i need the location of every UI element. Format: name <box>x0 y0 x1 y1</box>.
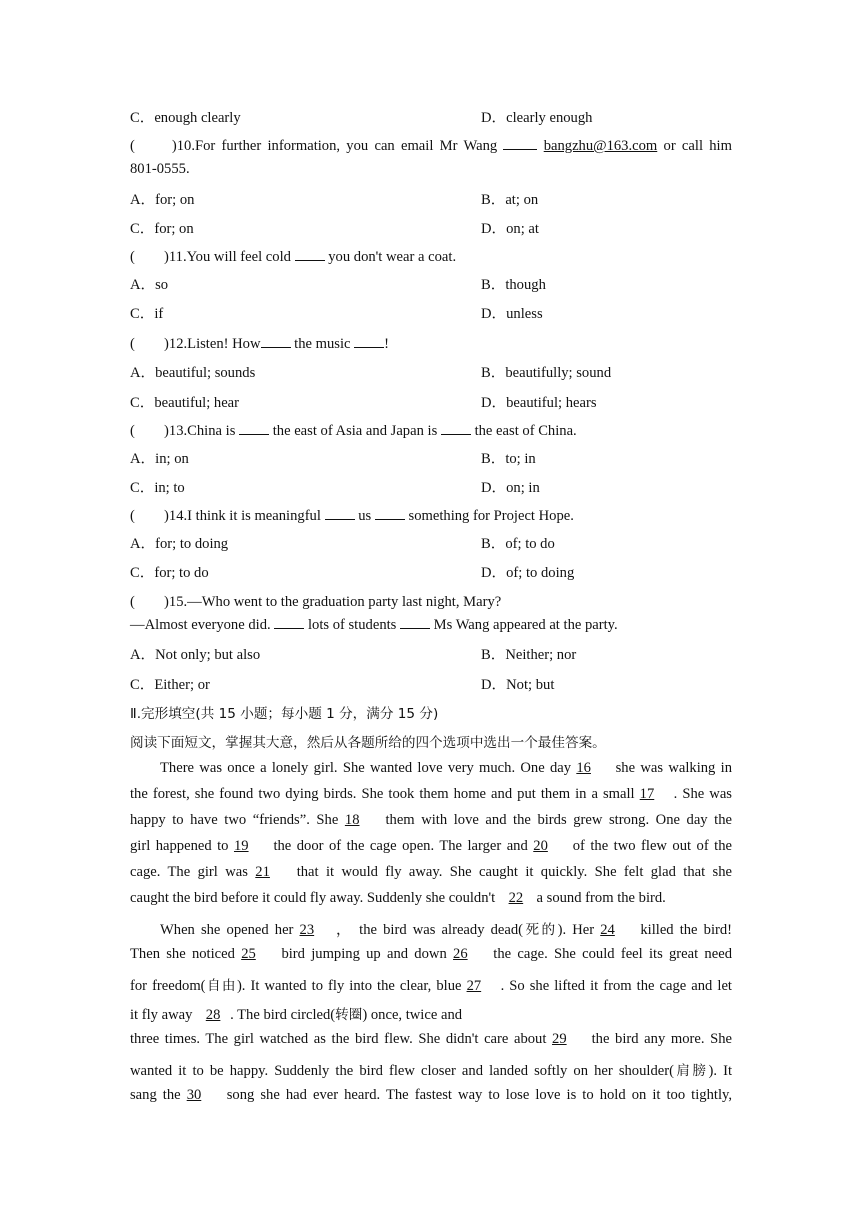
blank-number: 26 <box>453 946 468 962</box>
q9-option-c: C．enough clearly <box>130 110 241 126</box>
answer-blank <box>503 137 537 150</box>
q11-option-b: B．though <box>481 277 546 293</box>
q15-option-a: A．Not only; but also <box>130 647 261 663</box>
blank-number: 28 <box>205 1007 221 1023</box>
q15-option-c: C．Either; or <box>130 677 210 693</box>
q10-option-b: B．at; on <box>481 192 539 208</box>
q11-option-c: C．if <box>130 306 164 322</box>
blank-number: 24 <box>600 922 615 938</box>
passage-line: caught the bird before it could fly away. Suddenly she couldn't 22 a sound from the bird. <box>130 890 666 906</box>
answer-blank <box>261 335 291 348</box>
passage-line: for freedom(自由). It wanted to fly into the clear, blue 27 . So she lifted it from the cage and let <box>130 978 732 994</box>
answer-blank <box>400 616 430 629</box>
blank-number: 19 <box>233 838 249 854</box>
q13-option-a: A．in; on <box>130 451 189 467</box>
blank-number: 21 <box>255 864 270 880</box>
blank-number: 27 <box>466 978 482 994</box>
q9-option-d: D．clearly enough <box>481 110 593 126</box>
answer-blank <box>354 335 384 348</box>
q11-option-a: A．so <box>130 277 169 293</box>
passage-line: happy to have two “friends”. She 18 them with love and the birds grew strong. One day the <box>130 812 733 828</box>
q15-option-b: B．Neither; nor <box>481 647 577 663</box>
q12-option-b: B．beautifully; sound <box>481 365 612 381</box>
q14-stem: ( )14.I think it is meaningful us something for Project Hope. <box>130 508 574 524</box>
q15-dialogue: —Almost everyone did. lots of students Ms Wang appeared at the party. <box>130 617 618 633</box>
q15-option-d: D．Not; but <box>481 677 555 693</box>
answer-blank <box>295 248 325 261</box>
q10-option-d: D．on; at <box>481 221 539 237</box>
passage-line: it fly away 28 . The bird circled(转圈) once, twice and <box>130 1007 463 1023</box>
q10-option-c: C．for; on <box>130 221 194 237</box>
answer-blank <box>239 422 269 435</box>
q14-option-a: A．for; to doing <box>130 536 229 552</box>
passage-line: wanted it to be happy. Suddenly the bird flew closer and landed softly on her shoulder(肩膀). It <box>130 1063 733 1079</box>
passage-line: sang the 30 song she had ever heard. The fastest way to lose love is to hold on it too tightly, <box>130 1087 732 1103</box>
section-instruction: 阅读下面短文，掌握其大意，然后从各题所给的四个选项中选出一个最佳答案。 <box>130 735 606 751</box>
passage-line: cage. The girl was 21 that it would fly away. She caught it quickly. She felt glad that she <box>130 864 732 880</box>
answer-blank <box>375 507 405 520</box>
passage-line: three times. The girl watched as the bird flew. She didn't care about 29 the bird any more. She <box>130 1031 732 1047</box>
blank-number: 30 <box>186 1087 202 1103</box>
q15-stem: ( )15.—Who went to the graduation party last night, Mary? <box>130 594 502 610</box>
answer-blank <box>274 616 304 629</box>
email-link[interactable]: bangzhu@163.com <box>543 138 658 154</box>
q12-option-a: A．beautiful; sounds <box>130 365 256 381</box>
q12-option-d: D．beautiful; hears <box>481 395 597 411</box>
q10-stem: ( )10.For further information, you can email Mr Wang bangzhu@163.com or call him <box>130 138 732 154</box>
q14-option-c: C．for; to do <box>130 565 209 581</box>
q13-option-c: C．in; to <box>130 480 185 496</box>
answer-blank <box>325 507 355 520</box>
blank-number: 20 <box>533 838 548 854</box>
blank-number: 16 <box>576 760 591 776</box>
blank-number: 22 <box>508 890 524 906</box>
passage-line: girl happened to 19 the door of the cage open. The larger and 20 of the two flew out of the <box>130 838 733 854</box>
blank-number: 25 <box>241 946 256 962</box>
answer-blank <box>441 422 471 435</box>
q13-option-b: B．to; in <box>481 451 536 467</box>
q12-option-c: C．beautiful; hear <box>130 395 240 411</box>
blank-number: 17 <box>639 786 655 802</box>
passage-line: Then she noticed 25 bird jumping up and down 26 the cage. She could feel its great need <box>130 946 732 962</box>
blank-number: 23 <box>299 922 315 938</box>
q11-option-d: D．unless <box>481 306 543 322</box>
q10-stem-cont: 801-0555. <box>130 161 190 177</box>
passage-line: When she opened her 23 ， the bird was already dead(死的). Her 24 killed the bird! <box>160 922 733 938</box>
q13-option-d: D．on; in <box>481 480 540 496</box>
passage-line: There was once a lonely girl. She wanted love very much. One day 16 she was walking in <box>160 760 732 776</box>
q10-option-a: A．for; on <box>130 192 195 208</box>
q14-option-d: D．of; to doing <box>481 565 575 581</box>
blank-number: 29 <box>552 1031 567 1047</box>
passage-line: the forest, she found two dying birds. She took them home and put them in a small 17 . She was <box>130 786 732 802</box>
q11-stem: ( )11.You will feel cold you don't wear a coat. <box>130 249 457 265</box>
blank-number: 18 <box>344 812 360 828</box>
q13-stem: ( )13.China is the east of Asia and Japan is the east of China. <box>130 423 577 439</box>
q14-option-b: B．of; to do <box>481 536 555 552</box>
q12-stem: ( )12.Listen! How the music ! <box>130 336 390 352</box>
section-heading: Ⅱ.完形填空(共 15 小题；每小题 1 分，满分 15 分) <box>130 706 439 722</box>
